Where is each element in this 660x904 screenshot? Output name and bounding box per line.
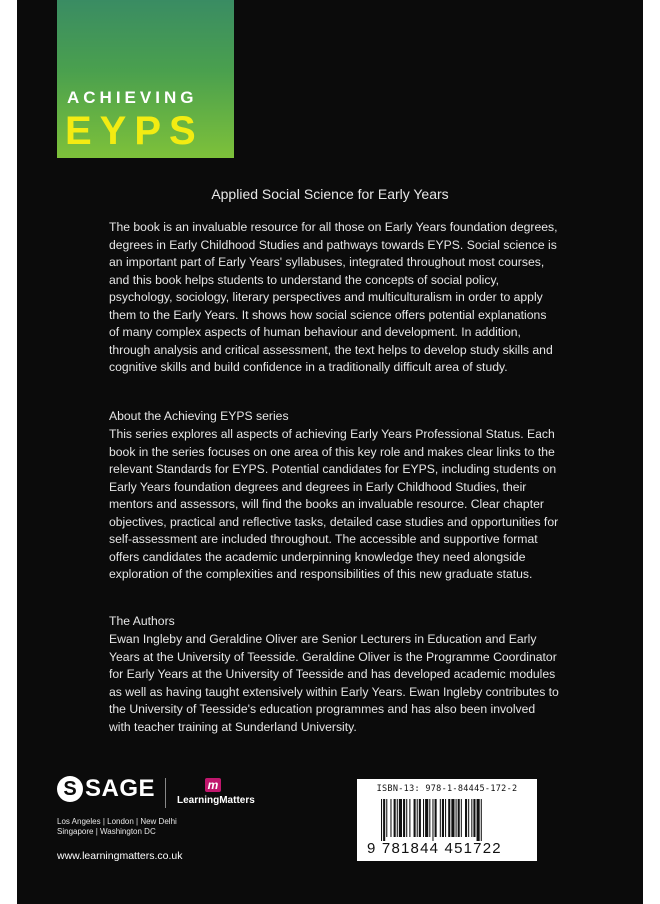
cities-line-1: Los Angeles | London | New Delhi bbox=[57, 817, 177, 826]
publisher-cities bbox=[57, 817, 177, 837]
barcode-bars bbox=[381, 799, 519, 841]
barcode-bar bbox=[445, 799, 446, 837]
series-name: EYPS bbox=[65, 109, 204, 153]
barcode-bar bbox=[406, 799, 407, 837]
barcode-bar bbox=[399, 799, 402, 837]
authors-text: Ewan Ingleby and Geraldine Oliver are Senior Lecturers in Education and Early Years at the University of Teesside. Geraldine Oliver is the Programme Coordinator for Early Years at the University of Teesside and has developed academic modules as well as having taught extensively within Early Years. Ewan Ingleby contributes to the University of Teesside's education programmes and has also been involved with teacher training at Sunderland University. bbox=[109, 632, 559, 734]
barcode-bar bbox=[409, 799, 410, 837]
barcode-bar bbox=[481, 799, 482, 841]
barcode-bar bbox=[451, 799, 454, 837]
barcode-bar bbox=[471, 799, 472, 837]
barcode-bar bbox=[465, 799, 467, 837]
barcode-bar bbox=[419, 799, 421, 837]
barcode-bar bbox=[435, 799, 437, 837]
learningmatters-mark-icon: m bbox=[205, 778, 221, 792]
about-series-heading: About the Achieving EYPS series bbox=[109, 409, 289, 423]
isbn-barcode bbox=[357, 779, 537, 861]
back-cover bbox=[17, 0, 643, 904]
publisher-website: www.learningmatters.co.uk bbox=[57, 850, 183, 862]
barcode-bar bbox=[442, 799, 444, 837]
barcode-bar bbox=[390, 799, 391, 837]
learningmatters-name: LearningMatters bbox=[177, 795, 255, 806]
barcode-bar bbox=[425, 799, 428, 837]
barcode-bar bbox=[440, 799, 441, 837]
barcode-bar bbox=[473, 799, 475, 837]
series-label: ACHIEVING bbox=[67, 88, 198, 107]
barcode-bar bbox=[381, 799, 382, 841]
barcode-bar bbox=[417, 799, 418, 837]
barcode-bar bbox=[386, 799, 387, 837]
barcode-bar bbox=[423, 799, 424, 837]
book-title: Applied Social Science for Early Years bbox=[211, 186, 449, 202]
barcode-bar bbox=[403, 799, 405, 837]
book-description: The book is an invaluable resource for all those on Early Years foundation degrees, degrees in Early Childhood Studies and pathways towards EYPS. Social science is an important part of Early Years' syllabuses, integrated throughout most courses, and this book helps students to understand the concepts of social policy, psychology, sociology, literary perspectives and multiculturalism in order to apply them to the Early Years. It shows how social science offers potential explanations of many complex aspects of human behaviour and development. In addition, through analysis and critical assessment, the text helps to develop study skills and cognitive skills and build confidence in a traditionally difficult area of study. bbox=[109, 220, 558, 374]
isbn-label: ISBN-13: 978-1-84445-172-2 bbox=[376, 784, 518, 794]
logo-divider bbox=[165, 778, 166, 808]
barcode-bar bbox=[468, 799, 469, 837]
about-series-text: This series explores all aspects of achieving Early Years Professional Status. Each book in the series focuses on one area of this key role and makes clear links to the relevant Standards for EYPS. Potential candidates for EYPS, including students on Early Years foundation degrees and degrees in Early Childhood Studies, their mentors and assessors, will find the books an invaluable resource. Clear chapter objectives, practical and reflective tasks, detailed case studies and opportunities for self-assessment are included throughout. The accessible and supportive format offers candidates the academic underpinning knowledge they need alongside exploration of the complexities and responsibilities of this new graduate status. bbox=[109, 427, 559, 581]
sage-name: SAGE bbox=[85, 775, 156, 802]
barcode-bar bbox=[383, 799, 385, 841]
barcode-bar bbox=[394, 799, 396, 837]
series-logo-box bbox=[57, 0, 234, 158]
sage-logo bbox=[57, 775, 155, 803]
barcode-bar bbox=[414, 799, 416, 837]
authors-heading: The Authors bbox=[109, 614, 175, 628]
barcode-bar bbox=[456, 799, 457, 837]
barcode-bar bbox=[477, 799, 480, 841]
sage-mark-icon: S bbox=[57, 776, 83, 802]
cities-line-2: Singapore | Washington DC bbox=[57, 827, 156, 836]
barcode-bar bbox=[461, 799, 462, 837]
barcode-bar bbox=[429, 799, 430, 837]
barcode-bar bbox=[458, 799, 460, 837]
barcode-bar bbox=[432, 799, 433, 841]
isbn-digits: 9 781844 451722 bbox=[367, 840, 502, 857]
barcode-bar bbox=[397, 799, 398, 837]
barcode-bar bbox=[448, 799, 450, 837]
